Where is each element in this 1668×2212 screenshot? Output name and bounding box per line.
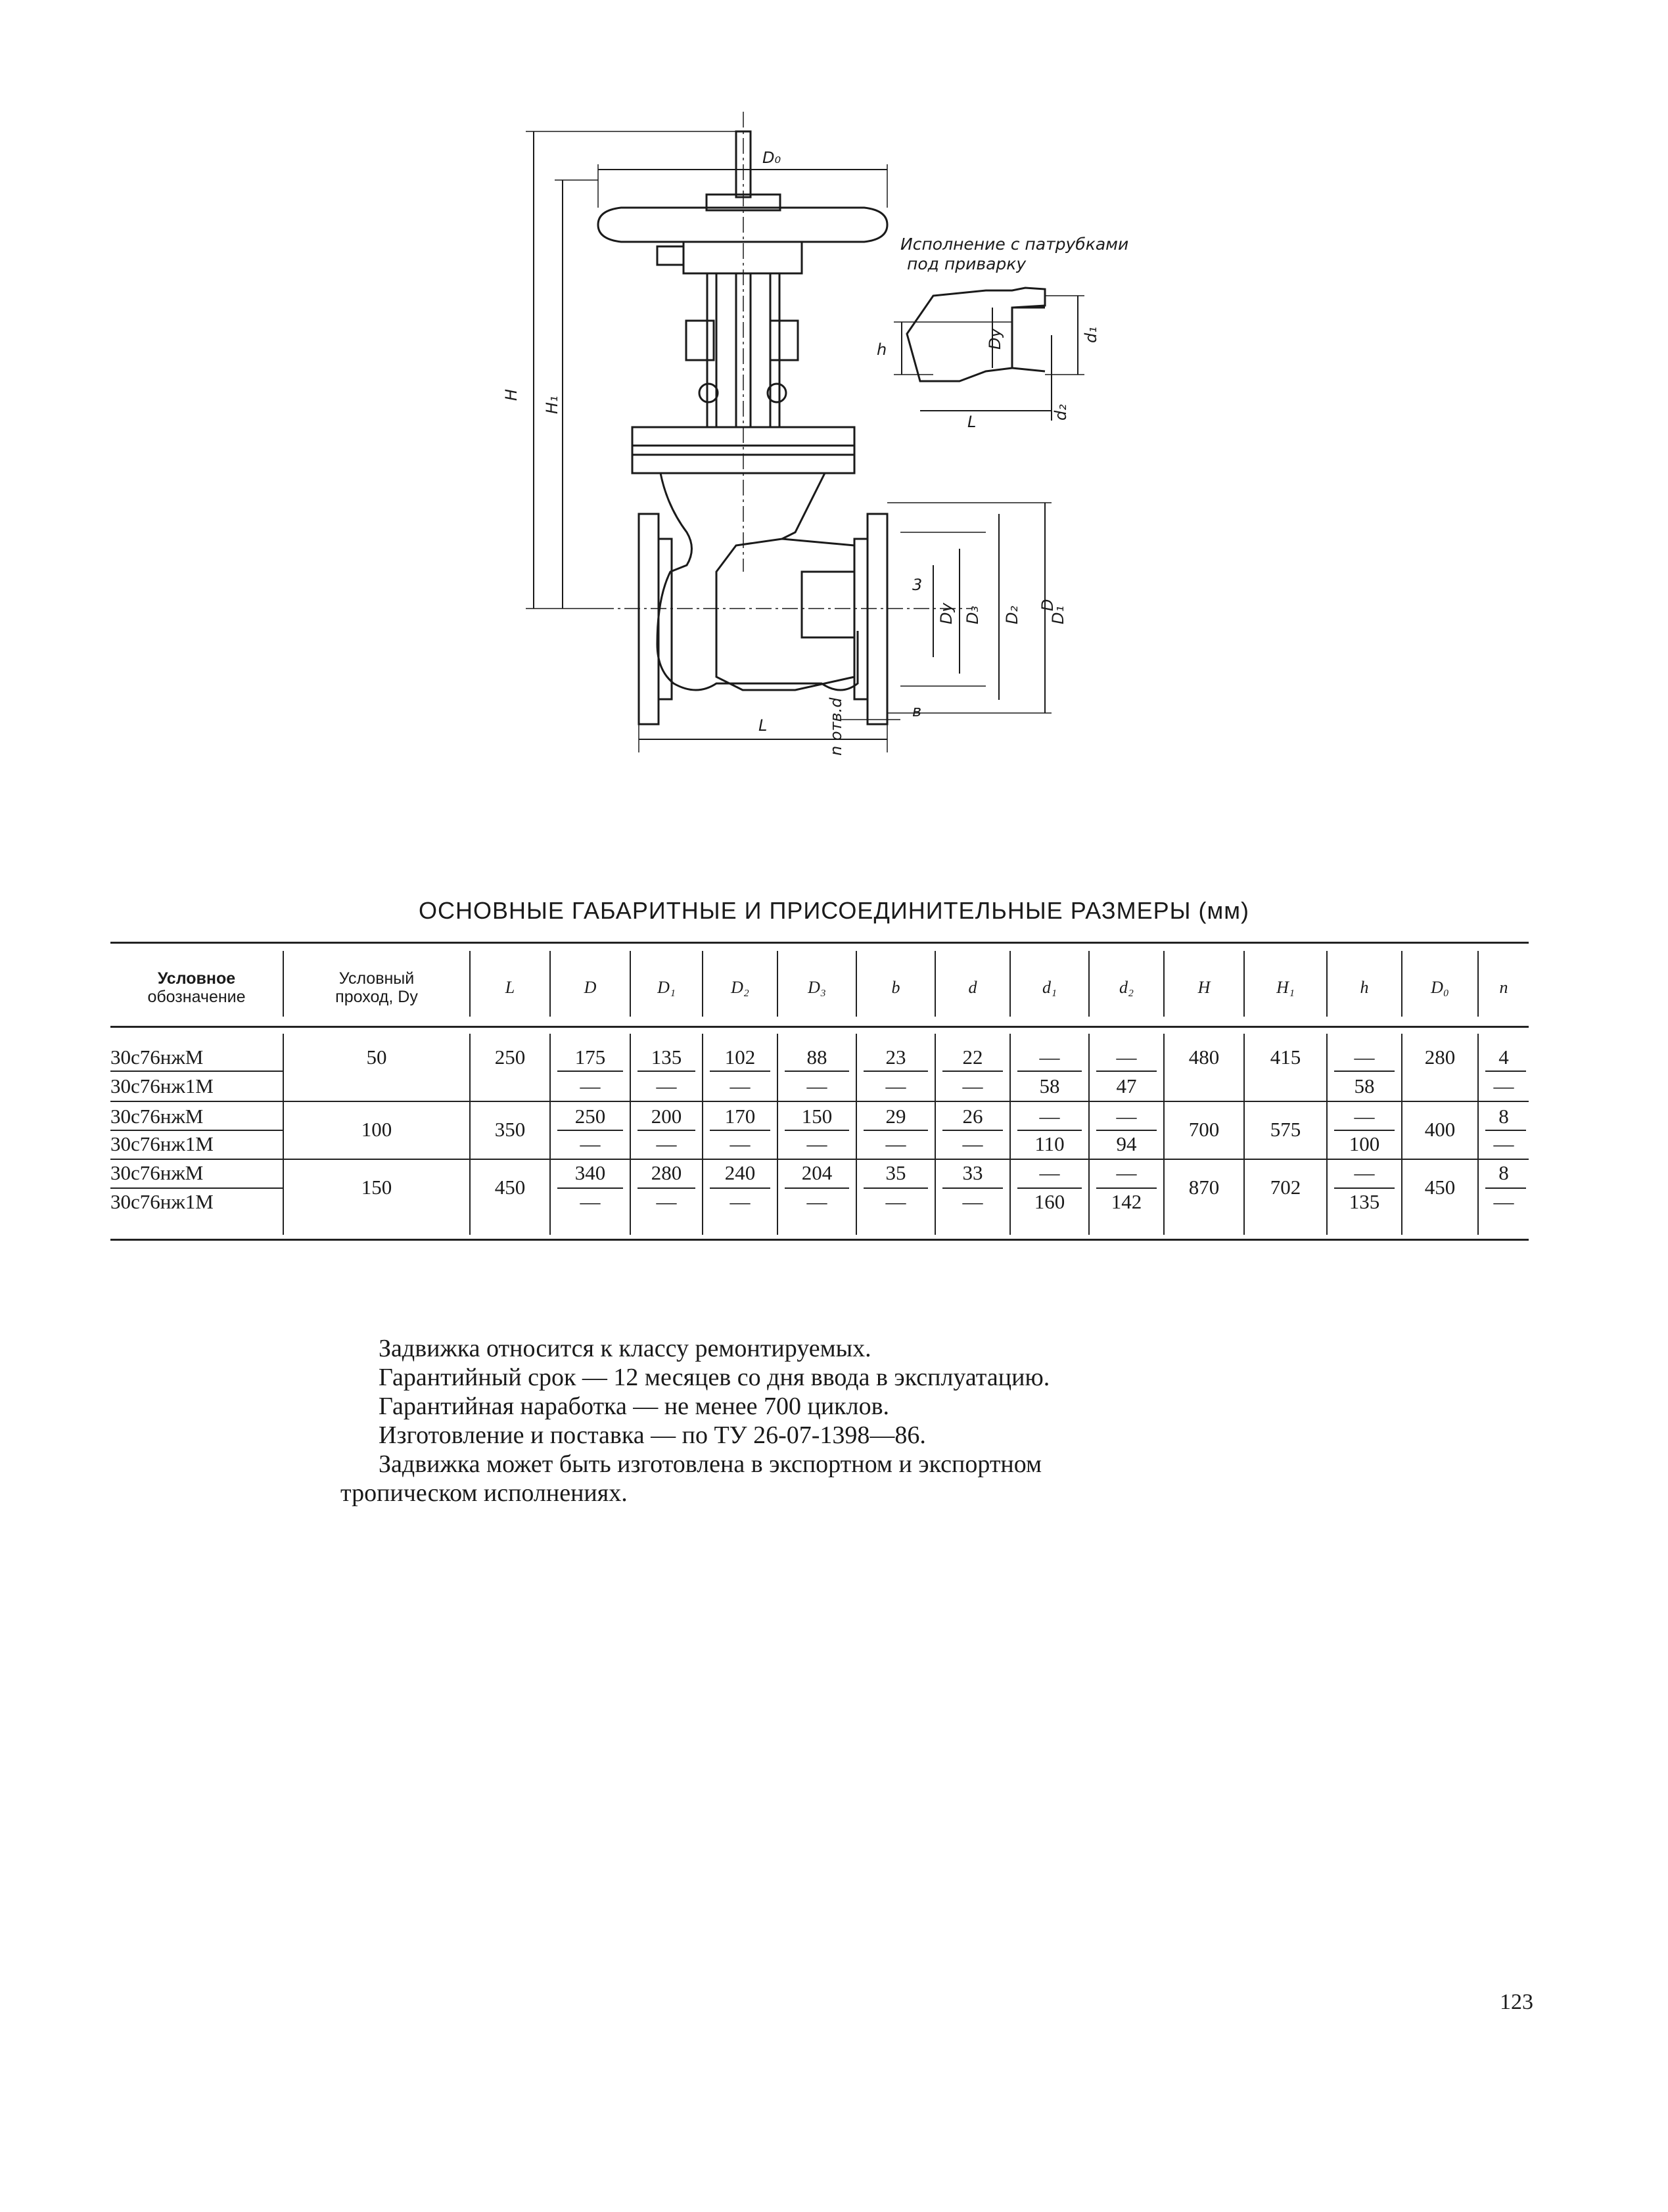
- label-b: в: [912, 702, 922, 720]
- cell-d: —: [962, 1074, 983, 1097]
- gland-left: [686, 321, 714, 360]
- gland-right: [770, 321, 798, 360]
- cell-d: 33: [962, 1161, 983, 1184]
- cell-D2: 170: [724, 1105, 756, 1128]
- row-name: 30с76нж1М: [110, 1074, 214, 1097]
- cell-H1: 702: [1270, 1176, 1301, 1199]
- cell-D: 250: [574, 1105, 606, 1128]
- cell-b: 35: [885, 1161, 906, 1184]
- row-name: 30с76нжМ: [110, 1046, 204, 1069]
- label-n-otv-d: n отв.d: [827, 697, 845, 756]
- cell-b: —: [885, 1132, 906, 1155]
- cell-L: 250: [494, 1046, 526, 1069]
- cell-b: 29: [885, 1105, 906, 1128]
- cell-d2: —: [1116, 1046, 1137, 1069]
- label-D3: D₃: [963, 605, 982, 624]
- table-header-rule: [110, 1026, 1529, 1028]
- cell-n: —: [1493, 1190, 1514, 1213]
- valve-technical-drawing: [499, 112, 1157, 762]
- cell-D: —: [580, 1132, 601, 1155]
- header-passage: Условный проход, Dy: [335, 969, 418, 1006]
- dimensions-table: [110, 942, 1529, 1251]
- header-D3: D₃: [808, 978, 826, 997]
- header-H: H: [1197, 978, 1211, 997]
- cell-Dy: 50: [366, 1046, 387, 1069]
- cell-d2: 47: [1116, 1074, 1137, 1097]
- header-d: d: [968, 978, 977, 997]
- cell-H: 870: [1188, 1176, 1220, 1199]
- page-number: 123: [1500, 1990, 1533, 2014]
- cell-D2: —: [730, 1074, 751, 1097]
- cell-D3: 88: [806, 1046, 827, 1069]
- label-Dy-inset: Dy: [986, 328, 1004, 350]
- header-n: n: [1499, 978, 1508, 997]
- cell-D: —: [580, 1190, 601, 1213]
- cell-D2: —: [730, 1132, 751, 1155]
- cell-b: 23: [885, 1046, 906, 1069]
- cell-Dy: 150: [361, 1176, 392, 1199]
- label-h: h: [877, 340, 887, 359]
- cell-d2: —: [1116, 1161, 1137, 1184]
- cell-D0: 400: [1424, 1118, 1456, 1141]
- cell-d1: 110: [1034, 1132, 1065, 1155]
- cell-b: —: [885, 1190, 906, 1213]
- cell-D1: —: [656, 1074, 677, 1097]
- row-name: 30с76нжМ: [110, 1105, 204, 1128]
- header-D2: D₂: [731, 978, 749, 997]
- label-d1: d₁: [1082, 327, 1100, 343]
- row-name: 30с76нж1М: [110, 1190, 214, 1213]
- cell-D1: 135: [651, 1046, 682, 1069]
- cell-n: 8: [1498, 1161, 1509, 1184]
- cell-d1: —: [1039, 1161, 1060, 1184]
- cell-D3: 204: [801, 1161, 833, 1184]
- row-name: 30с76нжМ: [110, 1161, 204, 1184]
- table-title: ОСНОВНЫЕ ГАБАРИТНЫЕ И ПРИСОЕДИНИТЕЛЬНЫЕ РАЗМЕРЫ (мм): [418, 897, 1250, 924]
- cell-n: 8: [1498, 1105, 1509, 1128]
- cell-H1: 415: [1270, 1046, 1301, 1069]
- notes-block: [340, 1334, 1326, 1508]
- cell-h: —: [1354, 1046, 1375, 1069]
- cell-n: —: [1493, 1132, 1514, 1155]
- header-D1: D₁: [657, 978, 676, 997]
- cell-b: —: [885, 1074, 906, 1097]
- cell-H: 700: [1188, 1118, 1220, 1141]
- cell-D0: 450: [1424, 1176, 1456, 1199]
- cell-D: —: [580, 1074, 601, 1097]
- header-H1: H₁: [1276, 978, 1295, 997]
- cell-D2: 240: [724, 1161, 756, 1184]
- label-L: L: [758, 716, 768, 735]
- cell-d: —: [962, 1190, 983, 1213]
- cell-d2: 142: [1111, 1190, 1142, 1213]
- drawing-caption-line1: Исполнение с патрубками: [900, 235, 1129, 254]
- cell-d1: 58: [1039, 1074, 1060, 1097]
- cell-n: —: [1493, 1074, 1514, 1097]
- header-L: L: [505, 978, 515, 997]
- table-bottom-rule: [110, 1239, 1529, 1241]
- left-flange: [639, 514, 659, 724]
- yoke-top: [683, 242, 802, 273]
- cell-h: 135: [1349, 1190, 1380, 1213]
- handwheel: [598, 208, 887, 242]
- table-top-rule: [110, 942, 1529, 944]
- label-D: D: [1038, 599, 1057, 611]
- cell-d: 26: [962, 1105, 983, 1128]
- header-b: b: [891, 978, 900, 997]
- cell-D3: —: [806, 1074, 827, 1097]
- cell-D3: —: [806, 1132, 827, 1155]
- sectional-cut: [716, 539, 854, 690]
- cell-d: —: [962, 1132, 983, 1155]
- note-line: Задвижка относится к классу ремонтируемых.: [379, 1335, 871, 1362]
- cell-H: 480: [1188, 1046, 1220, 1069]
- valve-body: [657, 473, 858, 690]
- header-d2: d₂: [1119, 978, 1134, 997]
- label-H: H: [502, 388, 521, 401]
- label-Dy: Dy: [937, 603, 956, 624]
- cell-h: —: [1354, 1161, 1375, 1184]
- cell-n: 4: [1498, 1046, 1509, 1069]
- header-h: h: [1360, 978, 1369, 997]
- label-d2: d₂: [1052, 404, 1070, 421]
- label-3: 3: [912, 576, 923, 594]
- cell-d2: 94: [1116, 1132, 1137, 1155]
- cell-L: 450: [494, 1176, 526, 1199]
- header-D: D: [584, 978, 597, 997]
- note-line: Задвижка может быть изготовлена в экспортном и экспортном: [379, 1450, 1042, 1478]
- cell-D1: —: [656, 1190, 677, 1213]
- note-line: Гарантийный срок — 12 месяцев со дня ввода в эксплуатацию.: [379, 1364, 1050, 1391]
- cell-D: 340: [574, 1161, 606, 1184]
- header-d1: d₁: [1042, 978, 1057, 997]
- cell-D0: 280: [1424, 1046, 1456, 1069]
- header-designation: Условное обозначение: [147, 969, 246, 1006]
- label-D0: D₀: [762, 149, 781, 167]
- cell-D: 175: [574, 1046, 606, 1069]
- note-line: Гарантийная наработка — не менее 700 циклов.: [379, 1393, 890, 1420]
- cell-D3: 150: [801, 1105, 833, 1128]
- weld-end-inset: [907, 288, 1045, 381]
- header-D0: D₀: [1431, 978, 1449, 997]
- cell-d: 22: [962, 1046, 983, 1069]
- label-L-inset: L: [967, 413, 977, 431]
- row-name: 30с76нж1М: [110, 1132, 214, 1155]
- cell-Dy: 100: [361, 1118, 392, 1141]
- label-H1: H₁: [543, 396, 561, 414]
- cell-D2: 102: [724, 1046, 756, 1069]
- cell-D1: 280: [651, 1161, 682, 1184]
- cell-L: 350: [494, 1118, 526, 1141]
- cell-d1: —: [1039, 1105, 1060, 1128]
- cell-d1: 160: [1034, 1190, 1065, 1213]
- cell-D3: —: [806, 1190, 827, 1213]
- cell-d1: —: [1039, 1046, 1060, 1069]
- cell-d2: —: [1116, 1105, 1137, 1128]
- cell-D2: —: [730, 1190, 751, 1213]
- cell-H1: 575: [1270, 1118, 1301, 1141]
- label-D2: D₂: [1003, 605, 1021, 624]
- drawing-caption-line2: под приварку: [907, 254, 1027, 273]
- cell-h: 58: [1354, 1074, 1375, 1097]
- cell-D1: —: [656, 1132, 677, 1155]
- note-line: Изготовление и поставка — по ТУ 26-07-1398—86.: [379, 1421, 926, 1449]
- cell-h: 100: [1349, 1132, 1380, 1155]
- cell-D1: 200: [651, 1105, 682, 1128]
- cell-h: —: [1354, 1105, 1375, 1128]
- right-flange: [868, 514, 887, 724]
- note-line: тропическом исполнениях.: [340, 1479, 628, 1507]
- label-D1: D₁: [1049, 605, 1067, 624]
